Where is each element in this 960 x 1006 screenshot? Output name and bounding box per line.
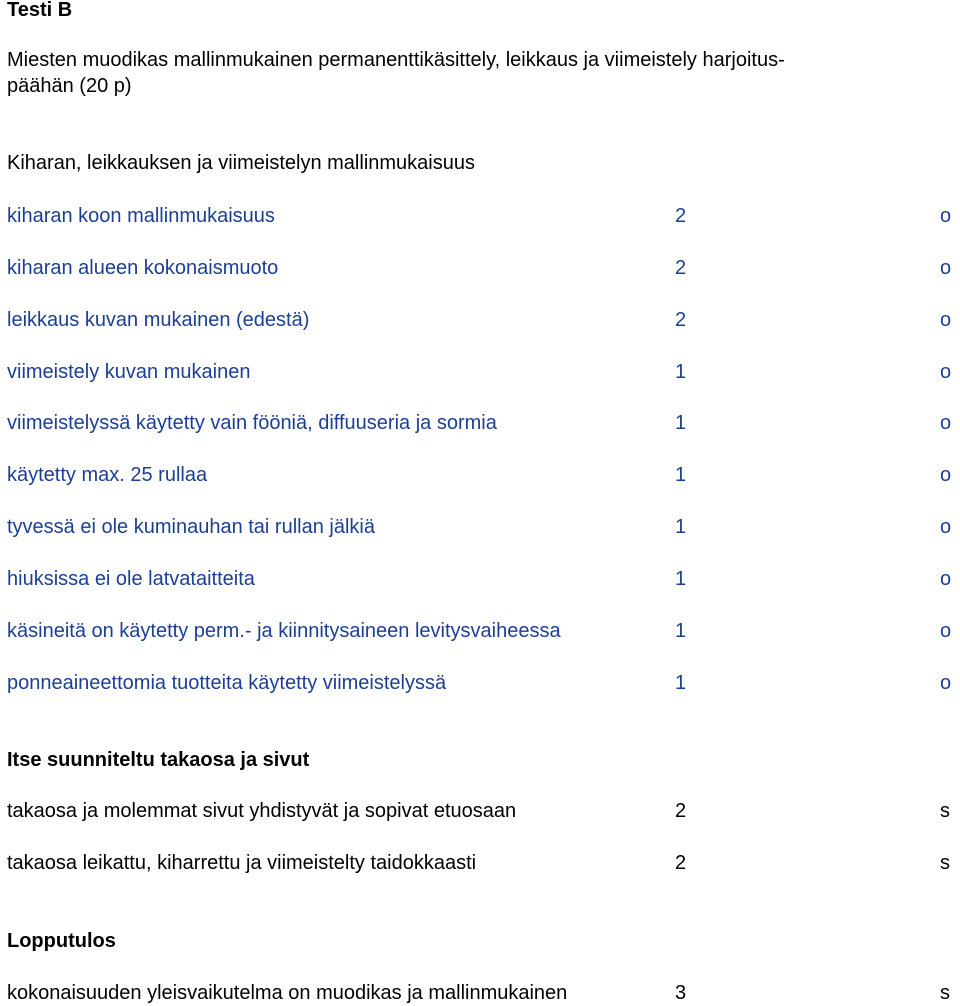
criterion-points: 1 [675, 464, 687, 486]
criterion-label: kiharan alueen kokonaismuoto [7, 257, 279, 279]
list-item [0, 204, 960, 228]
criterion-points: 2 [675, 800, 687, 822]
section-2-heading: Itse suunniteltu takaosa ja sivut [7, 749, 310, 771]
list-item [0, 256, 960, 280]
criterion-points: 1 [675, 620, 687, 642]
criterion-label: viimeistelyssä käytetty vain fööniä, diffuuseria ja sormia [7, 412, 497, 434]
section-3-heading: Lopputulos [7, 930, 116, 952]
page-title: Testi B [7, 0, 73, 21]
criterion-label: käytetty max. 25 rullaa [7, 464, 208, 486]
criterion-points: 1 [675, 361, 687, 383]
criterion-points: 2 [675, 852, 687, 874]
criterion-code: o [940, 620, 952, 642]
criterion-code: s [940, 800, 950, 822]
section-1-heading: Kiharan, leikkauksen ja viimeistelyn mallinmukaisuus [7, 152, 475, 174]
subtitle-line-1: Miesten muodikas mallinmukainen permanenttikäsittely, leikkaus ja viimeistely harjoitus- [7, 49, 785, 71]
list-item [0, 671, 960, 695]
list-item [0, 515, 960, 539]
criterion-points: 3 [675, 982, 687, 1004]
criterion-label: kokonaisuuden yleisvaikutelma on muodikas ja mallinmukainen [7, 982, 568, 1004]
criterion-points: 2 [675, 257, 687, 279]
subtitle-line-2: päähän (20 p) [7, 75, 132, 97]
criterion-code: s [940, 852, 950, 874]
criterion-label: hiuksissa ei ole latvataitteita [7, 568, 255, 590]
criterion-code: o [940, 257, 952, 279]
list-item [0, 308, 960, 332]
criterion-label: ponneaineettomia tuotteita käytetty viimeistelyssä [7, 672, 447, 694]
list-item [0, 360, 960, 384]
list-item [0, 567, 960, 591]
criterion-code: o [940, 568, 952, 590]
criterion-label: tyvessä ei ole kuminauhan tai rullan jälkiä [7, 516, 375, 538]
list-item [0, 463, 960, 487]
criterion-label: takaosa ja molemmat sivut yhdistyvät ja sopivat etuosaan [7, 800, 517, 822]
criterion-code: o [940, 412, 952, 434]
criterion-label: takaosa leikattu, kiharrettu ja viimeistelty taidokkaasti [7, 852, 477, 874]
criterion-label: käsineitä on käytetty perm.- ja kiinnitysaineen levitysvaiheessa [7, 620, 561, 642]
criterion-code: o [940, 516, 952, 538]
list-item [0, 619, 960, 643]
criterion-label: viimeistely kuvan mukainen [7, 361, 251, 383]
criterion-label: kiharan koon mallinmukaisuus [7, 205, 275, 227]
criterion-points: 1 [675, 412, 687, 434]
criterion-points: 1 [675, 568, 687, 590]
criterion-code: o [940, 205, 952, 227]
criterion-code: o [940, 309, 952, 331]
list-item [0, 411, 960, 435]
criterion-code: o [940, 464, 952, 486]
list-item [0, 799, 960, 823]
criterion-points: 1 [675, 516, 687, 538]
criterion-code: s [940, 982, 950, 1004]
list-item [0, 851, 960, 875]
criterion-points: 2 [675, 205, 687, 227]
list-item [0, 981, 960, 1005]
criterion-points: 2 [675, 309, 687, 331]
criterion-code: o [940, 361, 952, 383]
criterion-code: o [940, 672, 952, 694]
criterion-label: leikkaus kuvan mukainen (edestä) [7, 309, 310, 331]
criterion-points: 1 [675, 672, 687, 694]
